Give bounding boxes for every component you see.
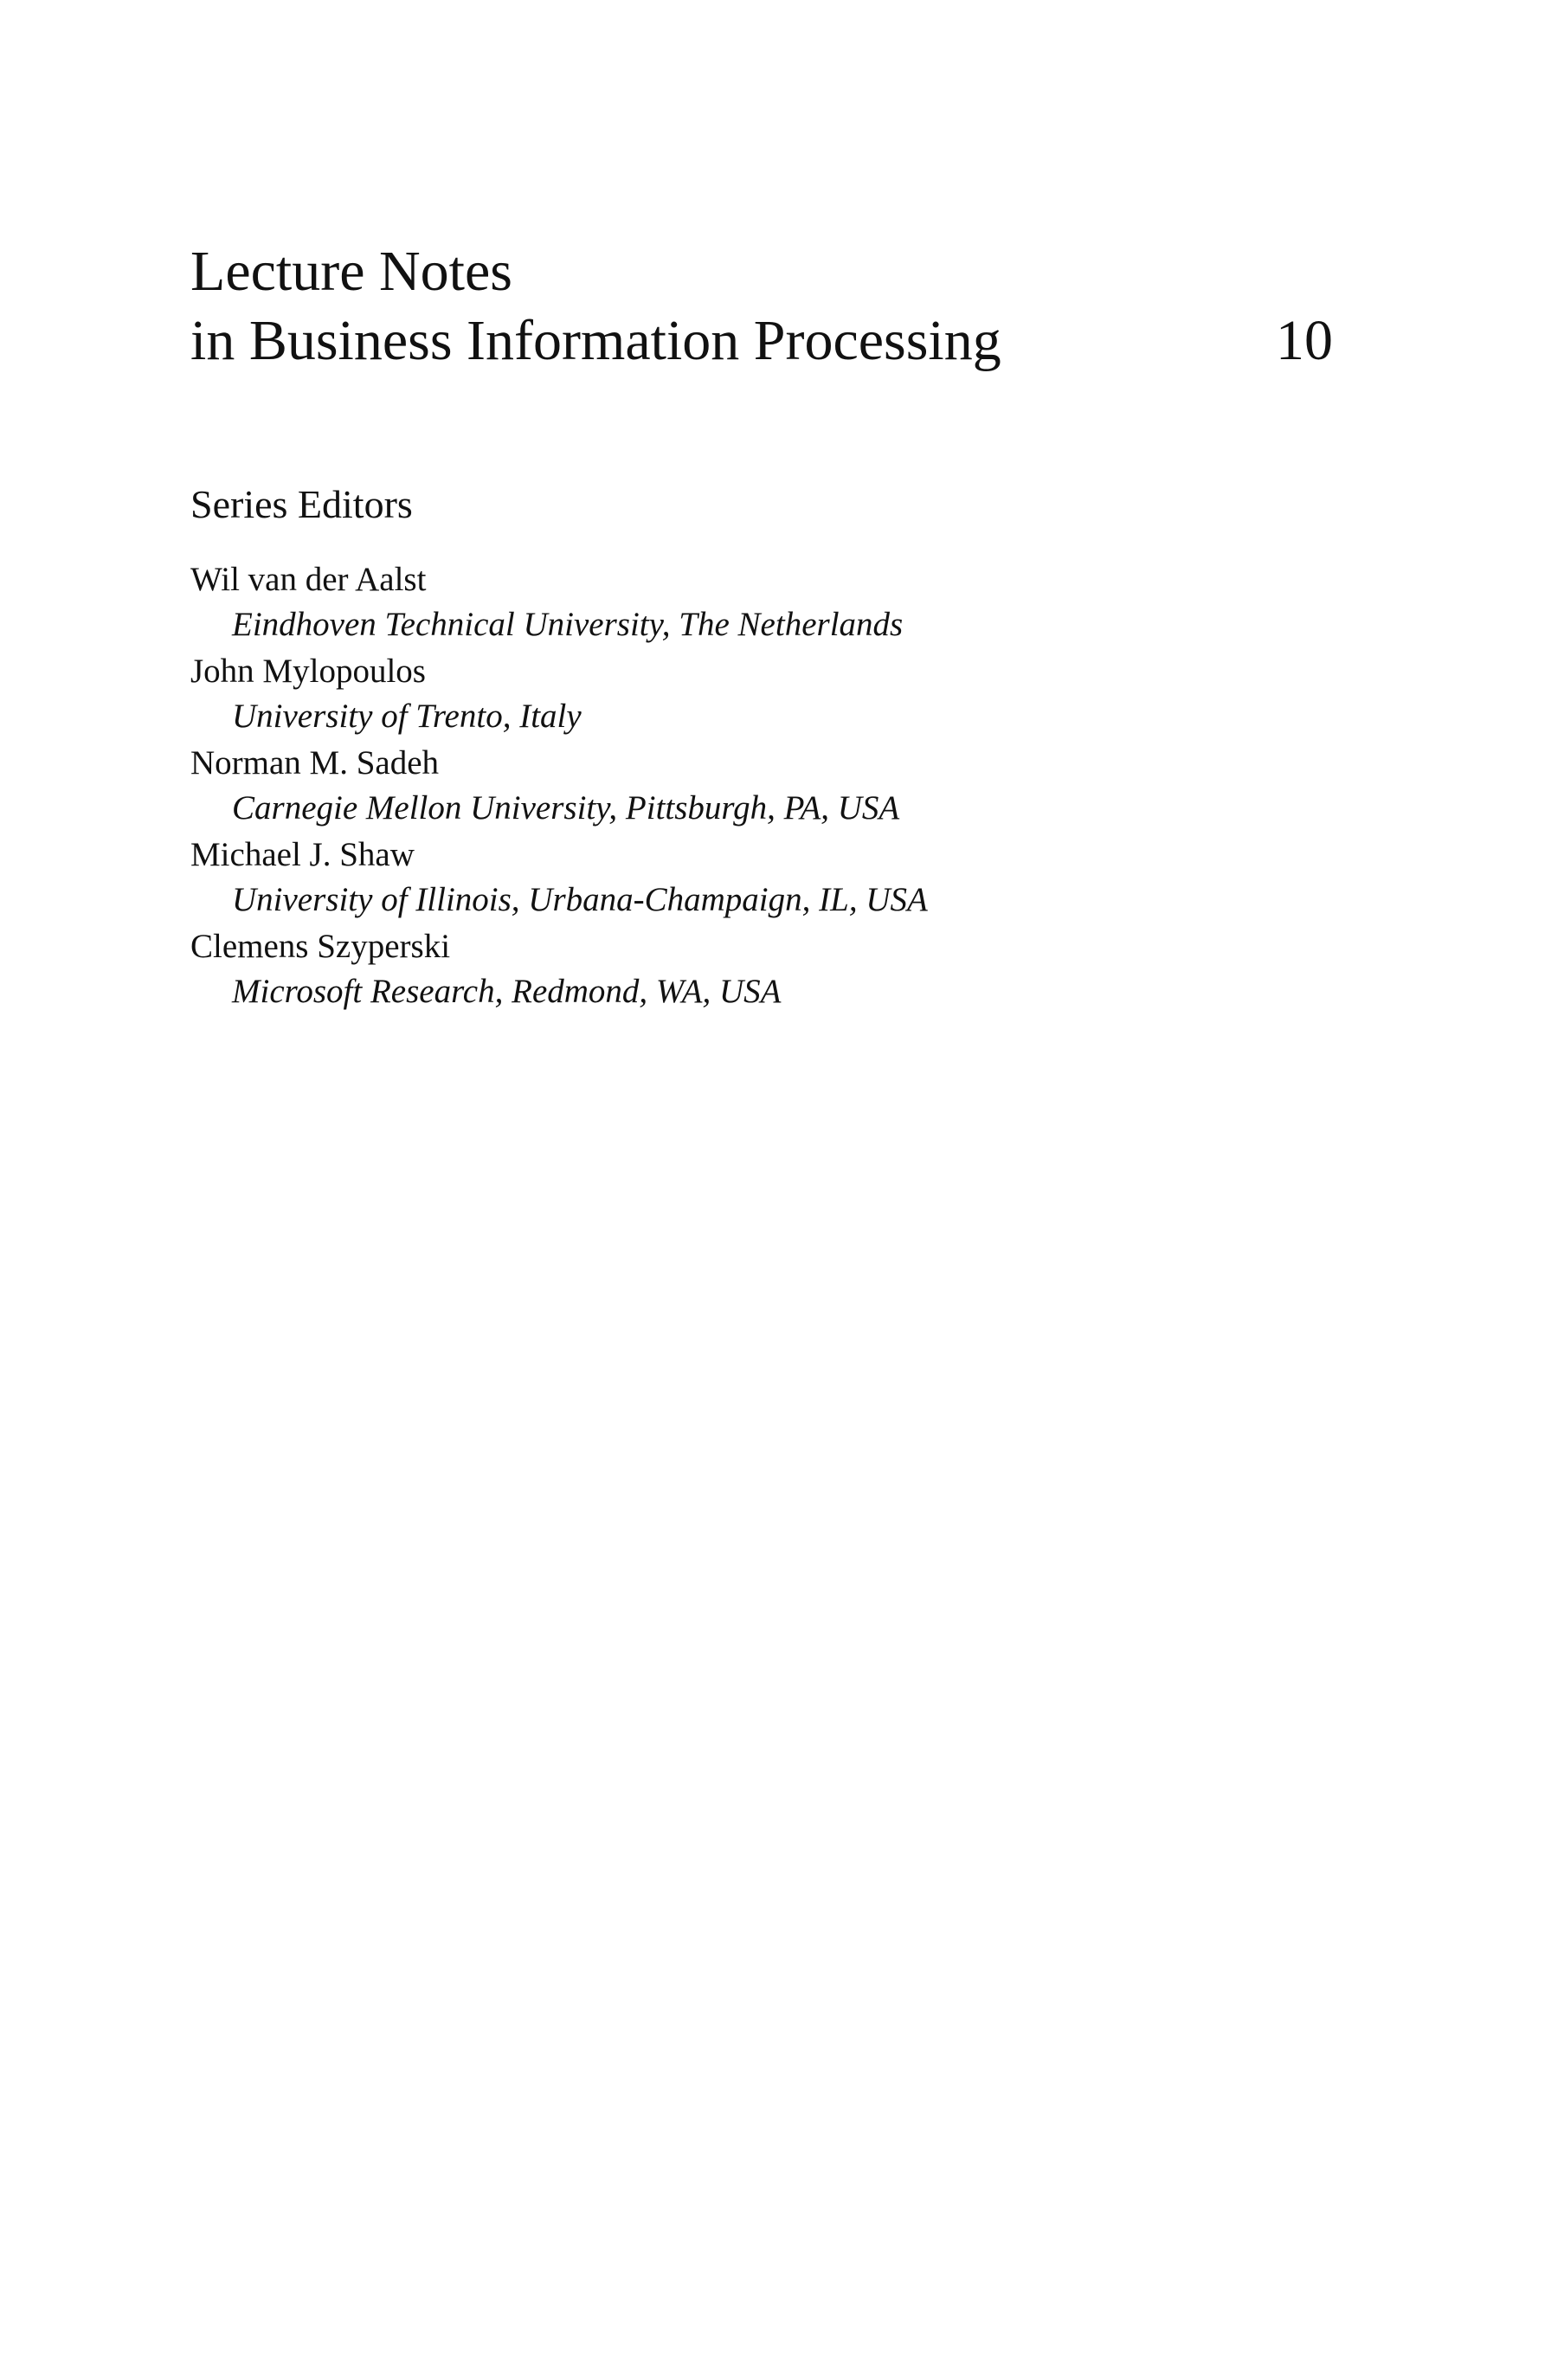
- editor-entry: [190, 742, 1316, 833]
- series-title-line2: in Business Information Processing: [190, 309, 1001, 372]
- editor-name: Wil van der Aalst: [190, 561, 427, 598]
- editor-affiliation: Eindhoven Technical University, The Netherlands: [232, 606, 904, 643]
- editor-entry: [190, 833, 1316, 925]
- editor-entry: [190, 925, 1316, 1017]
- editor-name: Clemens Szyperski: [190, 928, 451, 965]
- series-title-line1: Lecture Notes: [190, 240, 512, 303]
- editor-affiliation: Carnegie Mellon University, Pittsburgh, PA, USA: [232, 789, 900, 827]
- editor-entry: [190, 558, 1316, 650]
- editor-affiliation: Microsoft Research, Redmond, WA, USA: [232, 973, 782, 1010]
- editor-name: John Mylopoulos: [190, 653, 426, 690]
- editor-name: Michael J. Shaw: [190, 836, 415, 873]
- series-title: [190, 237, 1333, 376]
- editor-affiliation: University of Trento, Italy: [232, 698, 582, 735]
- editor-name: Norman M. Sadeh: [190, 744, 440, 782]
- editors-list: [190, 558, 1316, 1017]
- series-editors-heading: Series Editors: [190, 482, 413, 526]
- editor-affiliation: University of Illinois, Urbana-Champaign, IL, USA: [232, 881, 928, 918]
- volume-number: 10: [1276, 309, 1333, 372]
- series-title-line2-row: [190, 306, 1333, 376]
- editor-entry: [190, 650, 1316, 742]
